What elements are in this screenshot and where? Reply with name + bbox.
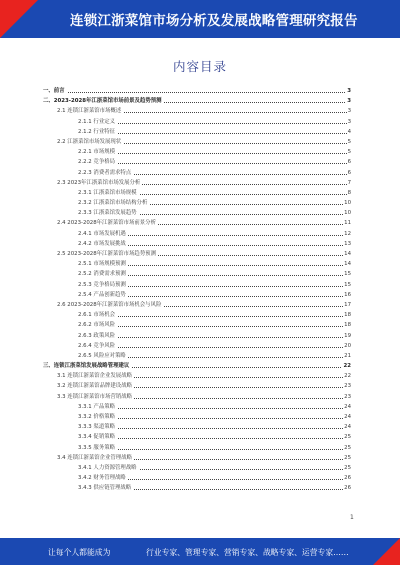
toc-entry-page: 26: [343, 483, 351, 493]
toc-entry[interactable]: [43, 371, 351, 381]
toc-entry-label: 2.2.1 市场规模: [78, 147, 117, 157]
toc-entry[interactable]: [43, 137, 351, 147]
toc-entry-label: 3.4.2 财务管理战略: [78, 473, 128, 483]
toc-entry-label: 2.6 2023-2028年江浙菜馆市场机会与风险: [57, 300, 163, 310]
toc-entry-label: 2.6.4 竞争风险: [78, 341, 117, 351]
toc-entry-label: 2.1.1 行业定义: [78, 117, 117, 127]
toc-entry[interactable]: [43, 280, 351, 290]
toc-entry[interactable]: [43, 422, 351, 432]
toc-entry-page: 22: [343, 371, 351, 381]
toc-entry-page: 16: [343, 290, 351, 300]
toc-entry-label: 2.3.2 江浙菜馆市场结构分析: [78, 198, 149, 208]
toc-entry-page: 12: [343, 229, 351, 239]
toc-entry[interactable]: [43, 463, 351, 473]
toc-entry-label: 3.4 连锁江浙菜馆企业管理战略: [57, 453, 134, 463]
footer-targets: 行业专家、管理专家、营销专家、战略专家、运营专家……: [146, 548, 349, 557]
toc-entry-page: 11: [343, 218, 351, 228]
toc-entry-page: 3: [346, 86, 351, 96]
toc-entry-page: 14: [343, 249, 351, 259]
footer-red-corner: [373, 538, 400, 565]
toc-entry[interactable]: [43, 320, 351, 330]
toc-leader-dots: [78, 163, 347, 164]
toc-leader-dots: [43, 92, 347, 93]
toc-entry-page: 14: [343, 259, 351, 269]
toc-entry[interactable]: [43, 178, 351, 188]
toc-entry-label: 2.5.4 产品创新趋势: [78, 290, 128, 300]
footer-banner: [0, 538, 400, 565]
toc-entry[interactable]: [43, 259, 351, 269]
toc-entry-page: 4: [347, 127, 351, 137]
toc-entry-page: 25: [343, 443, 351, 453]
toc-entry[interactable]: [43, 300, 351, 310]
toc-leader-dots: [78, 418, 347, 419]
toc-entry-page: 22: [342, 361, 351, 371]
toc-entry-label: 2.1 连锁江浙菜馆市场概述: [57, 106, 123, 116]
toc-entry-label: 2.6.2 市场风险: [78, 320, 117, 330]
toc-entry-label: 2.2.3 消费者需求特点: [78, 168, 133, 178]
toc-entry-page: 24: [343, 402, 351, 412]
toc-entry[interactable]: [43, 208, 351, 218]
toc-entry[interactable]: [43, 361, 351, 371]
toc-entry[interactable]: [43, 249, 351, 259]
toc-entry-label: 二、2023-2028年江浙菜馆市场前景及趋势预测: [43, 96, 164, 106]
toc-entry-label: 2.2.2 竞争格局: [78, 157, 117, 167]
toc-entry-label: 2.5.2 消费需求预测: [78, 269, 128, 279]
toc-entry-label: 2.6.3 政策风险: [78, 331, 117, 341]
toc-entry-page: 6: [347, 157, 351, 167]
toc-entry[interactable]: [43, 443, 351, 453]
toc-entry[interactable]: [43, 229, 351, 239]
toc-leader-dots: [78, 438, 347, 439]
toc-leader-dots: [78, 326, 347, 327]
toc-entry-label: 3.4.1 人力资源管理战略: [78, 463, 139, 473]
toc-entry-label: 一、前言: [43, 86, 67, 96]
toc-entry-page: 25: [343, 453, 351, 463]
toc-entry-label: 2.3.1 江浙菜馆市场规模: [78, 188, 139, 198]
toc-entry[interactable]: [43, 290, 351, 300]
toc-entry-label: 2.4.1 市场发展机遇: [78, 229, 128, 239]
toc-entry-page: 3: [347, 106, 351, 116]
toc-entry-page: 20: [343, 341, 351, 351]
toc-leader-dots: [78, 337, 347, 338]
toc-entry[interactable]: [43, 331, 351, 341]
toc-heading: 内容目录: [172, 59, 227, 74]
toc-leader-dots: [78, 316, 347, 317]
toc-entry[interactable]: [43, 198, 351, 208]
toc-entry-page: 23: [343, 381, 351, 391]
toc-entry[interactable]: [43, 310, 351, 320]
toc-entry[interactable]: [43, 402, 351, 412]
toc-entry-page: 3: [346, 96, 351, 106]
toc-entry-page: 15: [343, 269, 351, 279]
toc-entry[interactable]: [43, 341, 351, 351]
toc-entry-page: 18: [343, 310, 351, 320]
toc-entry-label: 2.3.3 江浙菜馆发展趋势: [78, 208, 139, 218]
toc-entry-label: 2.5.3 竞争格局预测: [78, 280, 128, 290]
toc-entry-page: 25: [343, 463, 351, 473]
toc-entry-label: 三、连锁江浙菜馆发展战略管理建议: [43, 361, 131, 371]
toc-entry[interactable]: [43, 117, 351, 127]
toc-entry[interactable]: [43, 86, 351, 96]
toc-entry-page: 10: [343, 208, 351, 218]
header-red-corner: [0, 0, 38, 38]
toc-entry[interactable]: [43, 218, 351, 228]
toc-entry[interactable]: [43, 351, 351, 361]
toc-entry-label: 3.3.1 产品策略: [78, 402, 117, 412]
toc-entry[interactable]: [43, 473, 351, 483]
toc-entry-label: 3.3 连锁江浙菜馆市场营销战略: [57, 392, 134, 402]
toc-entry[interactable]: [43, 412, 351, 422]
toc-entry-page: 13: [343, 239, 351, 249]
toc-entry[interactable]: [43, 392, 351, 402]
toc-entry-label: 2.5.1 市场规模预测: [78, 259, 128, 269]
toc-entry-label: 2.2 江浙菜馆市场发展现状: [57, 137, 123, 147]
toc-entry[interactable]: [43, 453, 351, 463]
toc-entry-page: 8: [347, 188, 351, 198]
toc-entry-label: 2.6.1 市场机会: [78, 310, 117, 320]
toc-entry-label: 3.3.3 渠道策略: [78, 422, 117, 432]
toc-entry[interactable]: [43, 483, 351, 493]
toc-entry-page: 19: [343, 331, 351, 341]
toc-entry-label: 3.3.4 促销策略: [78, 432, 117, 442]
toc-entry-page: 17: [343, 300, 351, 310]
toc-entry[interactable]: [43, 432, 351, 442]
toc-entry-page: 24: [343, 422, 351, 432]
toc-entry-label: 3.1 连锁江浙菜馆企业发展战略: [57, 371, 134, 381]
toc-leader-dots: [78, 347, 347, 348]
toc-entry-page: 18: [343, 320, 351, 330]
toc-entry-label: 2.3 2023年江浙菜馆市场发展分析: [57, 178, 142, 188]
toc-entry-page: 7: [347, 178, 351, 188]
toc-entry-page: 21: [343, 351, 351, 361]
toc-entry-label: 2.4 2023-2028年江浙菜馆市场前景分析: [57, 218, 158, 228]
toc-entry-page: 3: [347, 117, 351, 127]
toc-leader-dots: [78, 428, 347, 429]
toc-entry-label: 2.1.2 行业特征: [78, 127, 117, 137]
toc-entry-page: 10: [343, 198, 351, 208]
corner-mark: 1: [350, 514, 354, 521]
toc-entry[interactable]: [43, 381, 351, 391]
toc-entry-page: 24: [343, 412, 351, 422]
table-of-contents: [43, 86, 351, 494]
toc-entry-label: 2.6.5 风险应对策略: [78, 351, 128, 361]
report-title: 连锁江浙菜馆市场分析及发展战略管理研究报告: [70, 13, 358, 29]
toc-entry[interactable]: [43, 188, 351, 198]
toc-leader-dots: [78, 153, 347, 154]
header-banner: [0, 0, 400, 38]
toc-entry-page: 5: [347, 137, 351, 147]
toc-entry[interactable]: [43, 127, 351, 137]
toc-leader-dots: [78, 449, 347, 450]
toc-entry-page: 25: [343, 432, 351, 442]
toc-entry-page: 26: [343, 473, 351, 483]
toc-entry[interactable]: [43, 239, 351, 249]
toc-entry-label: 2.4.2 市场发展挑战: [78, 239, 128, 249]
toc-entry-page: 5: [347, 147, 351, 157]
toc-entry[interactable]: [43, 96, 351, 106]
toc-entry-page: 6: [347, 168, 351, 178]
toc-entry-label: 2.5 2023-2028年江浙菜馆市场趋势预测: [57, 249, 158, 259]
toc-leader-dots: [78, 123, 347, 124]
toc-entry-page: 15: [343, 280, 351, 290]
toc-entry-label: 3.3.2 价格策略: [78, 412, 117, 422]
footer-slogan: 让每个人都能成为: [48, 548, 111, 557]
toc-leader-dots: [78, 133, 347, 134]
toc-entry-page: 23: [343, 392, 351, 402]
toc-entry-label: 3.4.3 供应链管理战略: [78, 483, 133, 493]
toc-entry[interactable]: [43, 168, 351, 178]
toc-entry-label: 3.3.5 服务策略: [78, 443, 117, 453]
toc-entry-label: 3.2 连锁江浙菜馆品牌建设战略: [57, 381, 134, 391]
toc-leader-dots: [78, 408, 347, 409]
toc-entry[interactable]: [43, 157, 351, 167]
toc-entry[interactable]: [43, 269, 351, 279]
toc-entry[interactable]: [43, 147, 351, 157]
toc-entry[interactable]: [43, 106, 351, 116]
